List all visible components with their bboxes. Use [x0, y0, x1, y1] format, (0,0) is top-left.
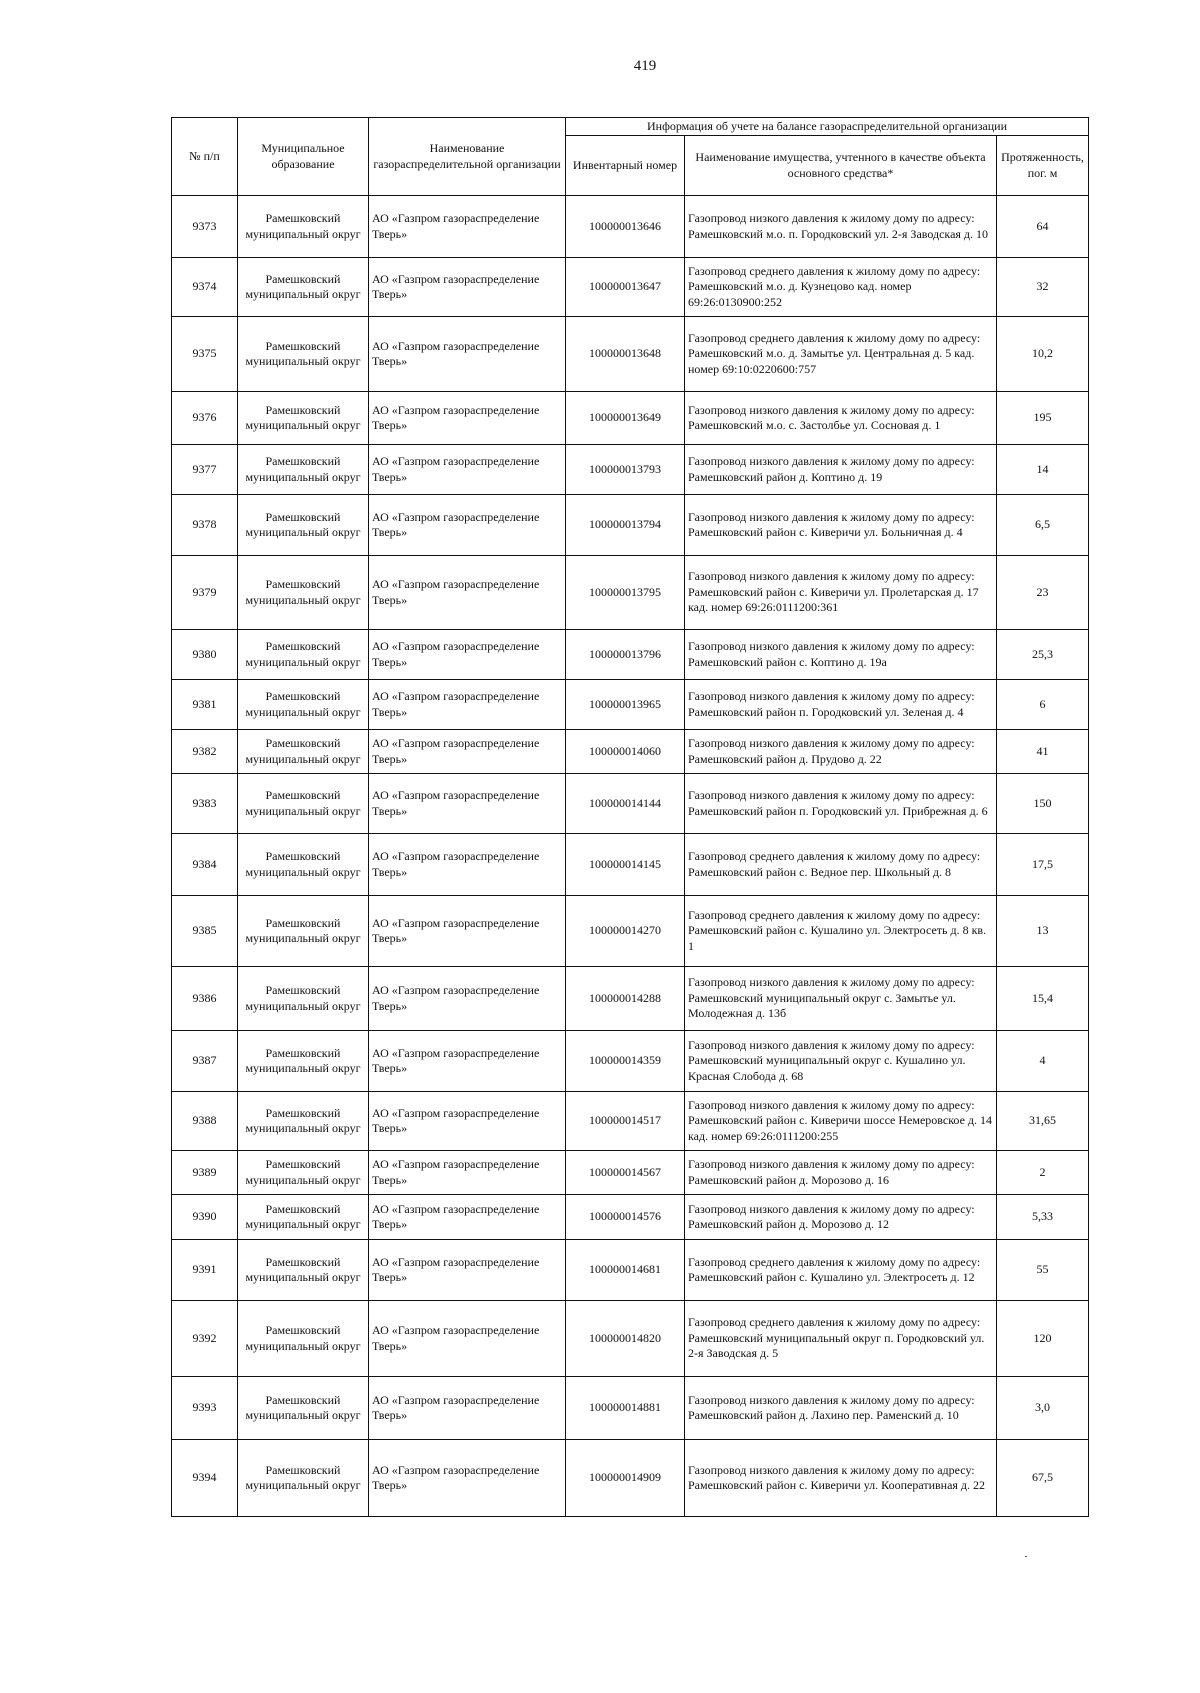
- inventory-number-cell: 100000013796: [566, 630, 685, 680]
- row-number-cell: 9386: [172, 967, 238, 1031]
- length-cell: 55: [997, 1240, 1089, 1301]
- row-number-cell: 9381: [172, 680, 238, 730]
- organization-cell: АО «Газпром газораспределение Тверь»: [369, 630, 566, 680]
- row-number-cell: 9383: [172, 774, 238, 834]
- inventory-number-cell: 100000014881: [566, 1377, 685, 1440]
- organization-cell: АО «Газпром газораспределение Тверь»: [369, 834, 566, 896]
- table-row: [172, 1440, 1089, 1517]
- municipality-cell: Рамешковский муниципальный округ: [238, 556, 369, 630]
- length-cell: 2: [997, 1151, 1089, 1195]
- asset-name-cell: Газопровод низкого давления к жилому дому по адресу: Рамешковский район с. Киверичи ул. Пролетарская д. 17 кад. номер 69:26:0111200:361: [685, 556, 997, 630]
- table-row: [172, 967, 1089, 1031]
- municipality-cell: Рамешковский муниципальный округ: [238, 1377, 369, 1440]
- row-number-cell: 9390: [172, 1195, 238, 1240]
- length-cell: 10,2: [997, 317, 1089, 392]
- organization-cell: АО «Газпром газораспределение Тверь»: [369, 1092, 566, 1151]
- organization-cell: АО «Газпром газораспределение Тверь»: [369, 1301, 566, 1377]
- table-row: [172, 1151, 1089, 1195]
- length-cell: 195: [997, 392, 1089, 445]
- length-cell: 3,0: [997, 1377, 1089, 1440]
- organization-cell: АО «Газпром газораспределение Тверь»: [369, 556, 566, 630]
- municipality-cell: Рамешковский муниципальный округ: [238, 196, 369, 258]
- organization-cell: АО «Газпром газораспределение Тверь»: [369, 680, 566, 730]
- municipality-cell: Рамешковский муниципальный округ: [238, 445, 369, 495]
- inventory-number-cell: 100000014359: [566, 1031, 685, 1092]
- inventory-number-cell: 100000013793: [566, 445, 685, 495]
- length-cell: 67,5: [997, 1440, 1089, 1517]
- page-number: 419: [633, 58, 657, 74]
- row-number-cell: 9377: [172, 445, 238, 495]
- organization-cell: АО «Газпром газораспределение Тверь»: [369, 258, 566, 317]
- municipality-cell: Рамешковский муниципальный округ: [238, 680, 369, 730]
- row-number-cell: 9375: [172, 317, 238, 392]
- asset-name-cell: Газопровод среднего давления к жилому дому по адресу: Рамешковский м.о. д. Замытье ул. Центральная д. 5 кад. номер 69:10:0220600:757: [685, 317, 997, 392]
- municipality-cell: Рамешковский муниципальный округ: [238, 630, 369, 680]
- table-body: [172, 196, 1089, 1517]
- table-row: [172, 495, 1089, 556]
- asset-name-cell: Газопровод низкого давления к жилому дому по адресу: Рамешковский район д. Морозово д. 16: [685, 1151, 997, 1195]
- table-row: [172, 1301, 1089, 1377]
- row-number-cell: 9380: [172, 630, 238, 680]
- table-row: [172, 680, 1089, 730]
- table-row: [172, 1195, 1089, 1240]
- municipality-cell: Рамешковский муниципальный округ: [238, 1240, 369, 1301]
- municipality-cell: Рамешковский муниципальный округ: [238, 730, 369, 774]
- scan-mark: [1025, 1556, 1027, 1557]
- table-row: [172, 1377, 1089, 1440]
- row-number-cell: 9373: [172, 196, 238, 258]
- asset-name-cell: Газопровод низкого давления к жилому дому по адресу: Рамешковский район д. Лахино пер. Раменский д. 10: [685, 1377, 997, 1440]
- asset-name-cell: Газопровод среднего давления к жилому дому по адресу: Рамешковский муниципальный округ п. Городковский ул. 2-я Заводская д. 5: [685, 1301, 997, 1377]
- inventory-number-cell: 100000014820: [566, 1301, 685, 1377]
- length-cell: 25,3: [997, 630, 1089, 680]
- length-cell: 15,4: [997, 967, 1089, 1031]
- municipality-cell: Рамешковский муниципальный округ: [238, 1092, 369, 1151]
- organization-cell: АО «Газпром газораспределение Тверь»: [369, 392, 566, 445]
- inventory-number-cell: 100000013649: [566, 392, 685, 445]
- organization-cell: АО «Газпром газораспределение Тверь»: [369, 1151, 566, 1195]
- table-row: [172, 1031, 1089, 1092]
- length-cell: 41: [997, 730, 1089, 774]
- inventory-number-cell: 100000013965: [566, 680, 685, 730]
- asset-name-cell: Газопровод низкого давления к жилому дому по адресу: Рамешковский район д. Прудово д. 22: [685, 730, 997, 774]
- header-row-number: № п/п: [172, 118, 238, 196]
- row-number-cell: 9388: [172, 1092, 238, 1151]
- header-balance-info: Информация об учете на балансе газораспределительной организации: [566, 118, 1089, 136]
- row-number-cell: 9391: [172, 1240, 238, 1301]
- asset-name-cell: Газопровод низкого давления к жилому дому по адресу: Рамешковский район д. Морозово д. 12: [685, 1195, 997, 1240]
- inventory-number-cell: 100000013795: [566, 556, 685, 630]
- length-cell: 17,5: [997, 834, 1089, 896]
- municipality-cell: Рамешковский муниципальный округ: [238, 317, 369, 392]
- length-cell: 6: [997, 680, 1089, 730]
- table-row: [172, 317, 1089, 392]
- gas-network-registry-table: [171, 117, 1089, 1517]
- asset-name-cell: Газопровод низкого давления к жилому дому по адресу: Рамешковский район с. Киверичи ул. Кооперативная д. 22: [685, 1440, 997, 1517]
- table-row: [172, 834, 1089, 896]
- inventory-number-cell: 100000014681: [566, 1240, 685, 1301]
- table-row: [172, 1240, 1089, 1301]
- row-number-cell: 9384: [172, 834, 238, 896]
- organization-cell: АО «Газпром газораспределение Тверь»: [369, 317, 566, 392]
- municipality-cell: Рамешковский муниципальный округ: [238, 1031, 369, 1092]
- row-number-cell: 9387: [172, 1031, 238, 1092]
- row-number-cell: 9385: [172, 896, 238, 967]
- length-cell: 13: [997, 896, 1089, 967]
- inventory-number-cell: 100000013647: [566, 258, 685, 317]
- organization-cell: АО «Газпром газораспределение Тверь»: [369, 1440, 566, 1517]
- inventory-number-cell: 100000014567: [566, 1151, 685, 1195]
- organization-cell: АО «Газпром газораспределение Тверь»: [369, 896, 566, 967]
- organization-cell: АО «Газпром газораспределение Тверь»: [369, 1195, 566, 1240]
- row-number-cell: 9378: [172, 495, 238, 556]
- row-number-cell: 9382: [172, 730, 238, 774]
- asset-name-cell: Газопровод среднего давления к жилому дому по адресу: Рамешковский район с. Кушалино ул. Электросеть д. 12: [685, 1240, 997, 1301]
- row-number-cell: 9374: [172, 258, 238, 317]
- organization-cell: АО «Газпром газораспределение Тверь»: [369, 730, 566, 774]
- asset-name-cell: Газопровод низкого давления к жилому дому по адресу: Рамешковский м.о. п. Городковский ул. 2-я Заводская д. 10: [685, 196, 997, 258]
- length-cell: 23: [997, 556, 1089, 630]
- asset-name-cell: Газопровод среднего давления к жилому дому по адресу: Рамешковский район с. Ведное пер. Школьный д. 8: [685, 834, 997, 896]
- table-row: [172, 196, 1089, 258]
- organization-cell: АО «Газпром газораспределение Тверь»: [369, 196, 566, 258]
- organization-cell: АО «Газпром газораспределение Тверь»: [369, 1240, 566, 1301]
- length-cell: 32: [997, 258, 1089, 317]
- row-number-cell: 9394: [172, 1440, 238, 1517]
- asset-name-cell: Газопровод низкого давления к жилому дому по адресу: Рамешковский район с. Киверичи шоссе Немеровское д. 14 кад. номер 69:26:0111200:255: [685, 1092, 997, 1151]
- table-row: [172, 630, 1089, 680]
- header-organization: Наименование газораспределительной организации: [369, 118, 566, 196]
- inventory-number-cell: 100000014060: [566, 730, 685, 774]
- municipality-cell: Рамешковский муниципальный округ: [238, 967, 369, 1031]
- asset-name-cell: Газопровод низкого давления к жилому дому по адресу: Рамешковский район п. Городковский ул. Зеленая д. 4: [685, 680, 997, 730]
- length-cell: 150: [997, 774, 1089, 834]
- municipality-cell: Рамешковский муниципальный округ: [238, 1195, 369, 1240]
- municipality-cell: Рамешковский муниципальный округ: [238, 495, 369, 556]
- header-length: Протяженность, пог. м: [997, 136, 1089, 196]
- length-cell: 4: [997, 1031, 1089, 1092]
- municipality-cell: Рамешковский муниципальный округ: [238, 1151, 369, 1195]
- length-cell: 5,33: [997, 1195, 1089, 1240]
- table-row: [172, 556, 1089, 630]
- table-row: [172, 258, 1089, 317]
- asset-name-cell: Газопровод среднего давления к жилому дому по адресу: Рамешковский район с. Кушалино ул. Электросеть д. 8 кв. 1: [685, 896, 997, 967]
- table-row: [172, 445, 1089, 495]
- municipality-cell: Рамешковский муниципальный округ: [238, 834, 369, 896]
- asset-name-cell: Газопровод низкого давления к жилому дому по адресу: Рамешковский район п. Городковский ул. Прибрежная д. 6: [685, 774, 997, 834]
- row-number-cell: 9392: [172, 1301, 238, 1377]
- length-cell: 64: [997, 196, 1089, 258]
- table-row: [172, 392, 1089, 445]
- inventory-number-cell: 100000014144: [566, 774, 685, 834]
- inventory-number-cell: 100000014909: [566, 1440, 685, 1517]
- municipality-cell: Рамешковский муниципальный округ: [238, 1301, 369, 1377]
- row-number-cell: 9379: [172, 556, 238, 630]
- table-row: [172, 1092, 1089, 1151]
- header-asset-name: Наименование имущества, учтенного в качестве объекта основного средства*: [685, 136, 997, 196]
- table-row: [172, 774, 1089, 834]
- organization-cell: АО «Газпром газораспределение Тверь»: [369, 495, 566, 556]
- inventory-number-cell: 100000014517: [566, 1092, 685, 1151]
- inventory-number-cell: 100000014145: [566, 834, 685, 896]
- header-inventory-number: Инвентарный номер: [566, 136, 685, 196]
- row-number-cell: 9393: [172, 1377, 238, 1440]
- organization-cell: АО «Газпром газораспределение Тверь»: [369, 1031, 566, 1092]
- municipality-cell: Рамешковский муниципальный округ: [238, 258, 369, 317]
- length-cell: 6,5: [997, 495, 1089, 556]
- organization-cell: АО «Газпром газораспределение Тверь»: [369, 967, 566, 1031]
- municipality-cell: Рамешковский муниципальный округ: [238, 774, 369, 834]
- row-number-cell: 9389: [172, 1151, 238, 1195]
- municipality-cell: Рамешковский муниципальный округ: [238, 896, 369, 967]
- length-cell: 14: [997, 445, 1089, 495]
- asset-name-cell: Газопровод низкого давления к жилому дому по адресу: Рамешковский район с. Киверичи ул. Больничная д. 4: [685, 495, 997, 556]
- organization-cell: АО «Газпром газораспределение Тверь»: [369, 774, 566, 834]
- asset-name-cell: Газопровод низкого давления к жилому дому по адресу: Рамешковский район с. Коптино д. 19а: [685, 630, 997, 680]
- asset-name-cell: Газопровод низкого давления к жилому дому по адресу: Рамешковский район д. Коптино д. 19: [685, 445, 997, 495]
- inventory-number-cell: 100000014576: [566, 1195, 685, 1240]
- inventory-number-cell: 100000014288: [566, 967, 685, 1031]
- table-row: [172, 730, 1089, 774]
- municipality-cell: Рамешковский муниципальный округ: [238, 392, 369, 445]
- header-municipality: Муниципальное образование: [238, 118, 369, 196]
- length-cell: 31,65: [997, 1092, 1089, 1151]
- organization-cell: АО «Газпром газораспределение Тверь»: [369, 445, 566, 495]
- asset-name-cell: Газопровод низкого давления к жилому дому по адресу: Рамешковский муниципальный округ с. Кушалино ул. Красная Слобода д. 68: [685, 1031, 997, 1092]
- asset-name-cell: Газопровод низкого давления к жилому дому по адресу: Рамешковский м.о. с. Застолбье ул. Сосновая д. 1: [685, 392, 997, 445]
- asset-name-cell: Газопровод среднего давления к жилому дому по адресу: Рамешковский м.о. д. Кузнецово кад. номер 69:26:0130900:252: [685, 258, 997, 317]
- row-number-cell: 9376: [172, 392, 238, 445]
- asset-name-cell: Газопровод низкого давления к жилому дому по адресу: Рамешковский муниципальный округ с. Замытье ул. Молодежная д. 13б: [685, 967, 997, 1031]
- table-row: [172, 896, 1089, 967]
- inventory-number-cell: 100000013794: [566, 495, 685, 556]
- inventory-number-cell: 100000013646: [566, 196, 685, 258]
- length-cell: 120: [997, 1301, 1089, 1377]
- inventory-number-cell: 100000014270: [566, 896, 685, 967]
- municipality-cell: Рамешковский муниципальный округ: [238, 1440, 369, 1517]
- organization-cell: АО «Газпром газораспределение Тверь»: [369, 1377, 566, 1440]
- inventory-number-cell: 100000013648: [566, 317, 685, 392]
